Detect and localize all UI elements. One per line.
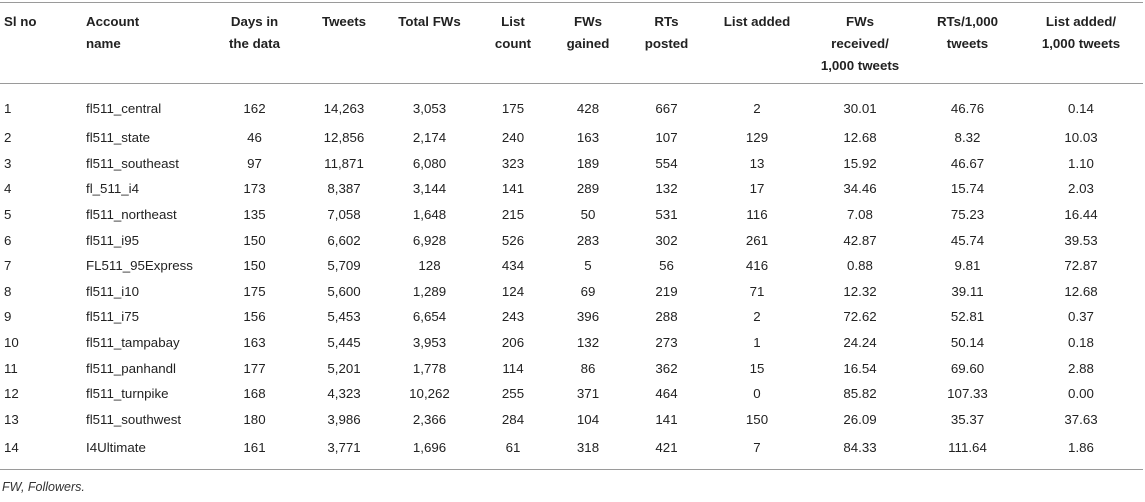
column-header-line: the data	[229, 36, 280, 51]
table-cell: 8,387	[327, 181, 361, 197]
table-cell: 175	[243, 283, 266, 299]
column-header-line: Days in	[230, 14, 279, 29]
table-cell: 52.81	[950, 309, 985, 325]
table-cell: 150	[243, 232, 266, 248]
table-cell: 132	[655, 181, 678, 197]
column-header-line: gained	[566, 36, 610, 51]
table-cell: 2.88	[1068, 360, 1094, 376]
table-cell: 1.10	[1068, 155, 1094, 171]
table-cell: 0.37	[1068, 309, 1094, 325]
table-cell: 10	[4, 335, 19, 351]
table-cell: 168	[243, 386, 266, 402]
table-cell: 14	[4, 440, 19, 456]
table-row	[0, 407, 1143, 433]
table-row	[0, 330, 1143, 356]
table-cell: 1,778	[412, 360, 447, 376]
table-cell: 5,709	[327, 258, 361, 274]
table-header	[0, 3, 1143, 84]
table-cell: 30.01	[843, 101, 877, 116]
table-row	[0, 279, 1143, 305]
table-cell: 261	[745, 232, 769, 248]
table-cell: 69.60	[950, 360, 985, 376]
table-cell: 72.62	[843, 309, 877, 325]
table-cell: 219	[655, 283, 678, 299]
column-header-line: RTs/1,000	[936, 14, 999, 29]
table-cell: 12,856	[323, 130, 365, 146]
table-cell: 243	[501, 309, 525, 325]
table-cell: 16.54	[843, 360, 877, 376]
table-cell: 107	[655, 130, 678, 146]
table-cell: 6	[4, 232, 12, 248]
table-cell: 371	[576, 386, 600, 402]
table-cell: 0.00	[1068, 386, 1094, 402]
table-cell: 114	[502, 360, 524, 376]
table-cell: fl511_southwest	[86, 411, 182, 427]
table-cell: 162	[243, 101, 266, 116]
table-cell: 124	[501, 283, 525, 299]
table-cell: 273	[655, 335, 678, 351]
table-cell: 141	[655, 411, 678, 427]
table-cell: 141	[501, 181, 525, 197]
column-header	[623, 3, 710, 84]
column-header	[1019, 3, 1143, 84]
column-header	[710, 3, 804, 84]
table-cell: 12.68	[843, 130, 877, 146]
table-cell: 85.82	[843, 386, 877, 402]
table-cell: 2	[4, 130, 12, 146]
table-cell: 35.37	[950, 411, 985, 427]
table-cell: 8.32	[954, 130, 981, 146]
table-cell: 5	[584, 258, 592, 274]
table-cell: 6,928	[412, 232, 447, 248]
table-cell: 173	[243, 181, 266, 197]
table-cell: 24.24	[843, 335, 877, 351]
column-header-line: Total FWs	[398, 14, 461, 29]
table-cell: 4,323	[327, 386, 361, 402]
table-cell: 177	[243, 360, 266, 376]
table-cell: 107.33	[947, 386, 988, 402]
table-cell: 416	[745, 258, 769, 274]
table-cell: 61	[505, 440, 521, 456]
table-cell: 11,871	[324, 155, 364, 171]
table-cell: 180	[243, 411, 266, 427]
table-cell: 1	[4, 101, 12, 116]
table-cell: 554	[655, 155, 678, 171]
table-cell: 12	[4, 386, 19, 402]
table-cell: 39.53	[1064, 232, 1098, 248]
table-cell: 7	[753, 440, 761, 456]
table-cell: 283	[576, 232, 600, 248]
table-cell: 362	[655, 360, 678, 376]
table-cell: 6,654	[412, 309, 447, 325]
header-row	[0, 3, 1143, 84]
table-cell: 14,263	[323, 101, 365, 116]
table-cell: FL511_95Express	[86, 258, 193, 274]
table-cell: 3,986	[327, 411, 361, 427]
table-cell: 161	[243, 440, 266, 456]
table-cell: 34.46	[843, 181, 877, 197]
table-cell: 1,289	[412, 283, 447, 299]
table-cell: 84.33	[843, 440, 877, 456]
table-cell: 104	[576, 411, 600, 427]
table-cell: 1.86	[1068, 440, 1094, 456]
column-header-line: List added	[723, 14, 791, 29]
table-cell: 240	[501, 130, 525, 146]
table-cell: 46.76	[950, 101, 985, 116]
table-row	[0, 253, 1143, 279]
table-cell: fl_511_i4	[86, 181, 139, 197]
table-cell: fl511_i75	[86, 309, 139, 325]
table-cell: 163	[576, 130, 600, 146]
table-cell: 10,262	[409, 386, 450, 402]
table-cell: 15	[749, 360, 765, 376]
table-cell: 396	[576, 309, 600, 325]
table-cell: 15.74	[950, 181, 985, 197]
data-table	[0, 2, 1143, 470]
table-cell: 526	[501, 232, 525, 248]
table-cell: 215	[501, 207, 525, 223]
table-cell: 111.64	[948, 440, 987, 456]
table-row	[0, 432, 1143, 470]
column-header-line: Account	[86, 14, 140, 29]
table-cell: 0.88	[847, 258, 873, 274]
table-cell: 2,366	[412, 411, 447, 427]
table-cell: 12.32	[843, 283, 877, 299]
table-cell: 156	[243, 309, 266, 325]
table-cell: 175	[501, 101, 525, 116]
table-cell: 1,696	[412, 440, 447, 456]
table-cell: 46.67	[950, 155, 985, 171]
table-cell: 163	[243, 335, 266, 351]
table-cell: 3,144	[412, 181, 447, 197]
table-cell: 15.92	[843, 155, 877, 171]
table-cell: 86	[580, 360, 596, 376]
column-header	[82, 3, 207, 84]
table-cell: I4Ultimate	[86, 440, 146, 456]
table-cell: 72.87	[1064, 258, 1098, 274]
column-header	[0, 3, 82, 84]
table-cell: 7.08	[847, 207, 873, 223]
table-cell: 189	[576, 155, 600, 171]
table-cell: 46	[247, 130, 262, 146]
table-row	[0, 84, 1143, 126]
table-cell: 7,058	[327, 207, 361, 223]
table-row	[0, 304, 1143, 330]
table-cell: 135	[243, 207, 266, 223]
column-header-line: FWs	[573, 14, 603, 29]
table-cell: 3,771	[327, 440, 361, 456]
table-cell: 17	[749, 181, 765, 197]
table-cell: 2,174	[412, 130, 447, 146]
table-cell: 428	[576, 101, 600, 116]
table-cell: 5,453	[327, 309, 361, 325]
table-cell: 5,445	[327, 335, 361, 351]
table-row	[0, 176, 1143, 202]
column-header-line: Sl no	[4, 14, 37, 29]
table-cell: 3,953	[412, 335, 447, 351]
table-cell: 531	[655, 207, 678, 223]
table-cell: 289	[576, 181, 600, 197]
table-cell: 45.74	[950, 232, 985, 248]
table-cell: 150	[745, 411, 769, 427]
table-cell: 5	[4, 207, 12, 223]
table-footnote: FW, Followers.	[2, 480, 85, 494]
table-cell: fl511_tampabay	[86, 335, 180, 351]
table-cell: 2.03	[1068, 181, 1094, 197]
table-cell: 71	[749, 283, 765, 299]
table-cell: 39.11	[951, 283, 984, 299]
table-cell: 69	[580, 283, 596, 299]
table-cell: fl511_i10	[86, 283, 139, 299]
table-cell: 150	[243, 258, 266, 274]
table-cell: fl511_state	[86, 130, 151, 146]
column-header-line: Tweets	[321, 14, 367, 29]
table-cell: 5,201	[327, 360, 361, 376]
column-header	[302, 3, 386, 84]
table-cell: 50.14	[950, 335, 985, 351]
table-cell: 302	[655, 232, 678, 248]
table-cell: 129	[745, 130, 769, 146]
table-cell: 1	[753, 335, 761, 351]
table-cell: fl511_southeast	[86, 155, 179, 171]
table-cell: 464	[655, 386, 678, 402]
table-cell: 128	[418, 258, 441, 274]
table-cell: 3,053	[412, 101, 447, 116]
table-cell: 318	[576, 440, 600, 456]
table-cell: 16.44	[1064, 207, 1098, 223]
table-row	[0, 227, 1143, 253]
table-cell: 1,648	[412, 207, 447, 223]
table-cell: 9	[4, 309, 12, 325]
table-cell: 2	[753, 101, 761, 116]
table-cell: fl511_central	[86, 101, 162, 116]
table-cell: 0.18	[1068, 335, 1094, 351]
column-header-line: received/	[831, 36, 889, 51]
table-cell: fl511_northeast	[86, 207, 177, 223]
table-cell: 288	[655, 309, 678, 325]
column-header-line: name	[86, 36, 121, 51]
table-cell: 0.14	[1068, 101, 1094, 116]
table-cell: fl511_i95	[86, 232, 139, 248]
column-header	[553, 3, 623, 84]
table-cell: 0	[753, 386, 761, 402]
column-header-line: count	[494, 36, 532, 51]
column-header	[473, 3, 553, 84]
table-cell: 255	[501, 386, 525, 402]
table-cell: fl511_panhandl	[86, 360, 176, 376]
table-cell: 42.87	[843, 232, 877, 248]
column-header-line: posted	[644, 36, 689, 51]
table-cell: 667	[655, 101, 678, 116]
table-cell: 116	[746, 207, 768, 223]
table-cell: 4	[4, 181, 12, 197]
table-body	[0, 84, 1143, 470]
table-cell: 11	[4, 360, 18, 376]
table-row	[0, 355, 1143, 381]
table-cell: 26.09	[843, 411, 877, 427]
column-header-line: tweets	[946, 36, 989, 51]
table-cell: 12.68	[1064, 283, 1098, 299]
table-row	[0, 381, 1143, 407]
table-cell: 50	[580, 207, 596, 223]
column-header	[207, 3, 302, 84]
table-cell: 2	[753, 309, 761, 325]
table-cell: 56	[659, 258, 674, 274]
table-cell: 8	[4, 283, 12, 299]
table-row	[0, 202, 1143, 228]
table-row	[0, 125, 1143, 151]
table-cell: 421	[655, 440, 678, 456]
column-header-line: RTs	[654, 14, 679, 29]
table-cell: 9.81	[954, 258, 981, 274]
column-header-line: FWs	[845, 14, 875, 29]
table-cell: 75.23	[950, 207, 985, 223]
table-cell: 13	[4, 411, 19, 427]
table-cell: 434	[501, 258, 525, 274]
table-cell: 3	[4, 155, 12, 171]
table-cell: 284	[501, 411, 525, 427]
column-header	[916, 3, 1019, 84]
table-cell: 7	[4, 258, 12, 274]
table-cell: 37.63	[1064, 411, 1098, 427]
table-cell: 206	[501, 335, 525, 351]
column-header-line: 1,000 tweets	[1041, 36, 1121, 51]
column-header-line: List added/	[1045, 14, 1117, 29]
table-cell: 6,080	[412, 155, 447, 171]
table-cell: 5,600	[327, 283, 361, 299]
table-cell: 323	[501, 155, 525, 171]
table-cell: 6,602	[327, 232, 361, 248]
table-cell: 10.03	[1064, 130, 1098, 146]
table-row	[0, 151, 1143, 177]
column-header	[804, 3, 916, 84]
column-header-line: List	[501, 14, 525, 29]
table-cell: 132	[576, 335, 600, 351]
column-header-line: 1,000 tweets	[820, 58, 900, 73]
column-header	[386, 3, 473, 84]
table-cell: 97	[247, 155, 262, 171]
table-cell: 13	[749, 155, 765, 171]
table-cell: fl511_turnpike	[86, 386, 169, 402]
